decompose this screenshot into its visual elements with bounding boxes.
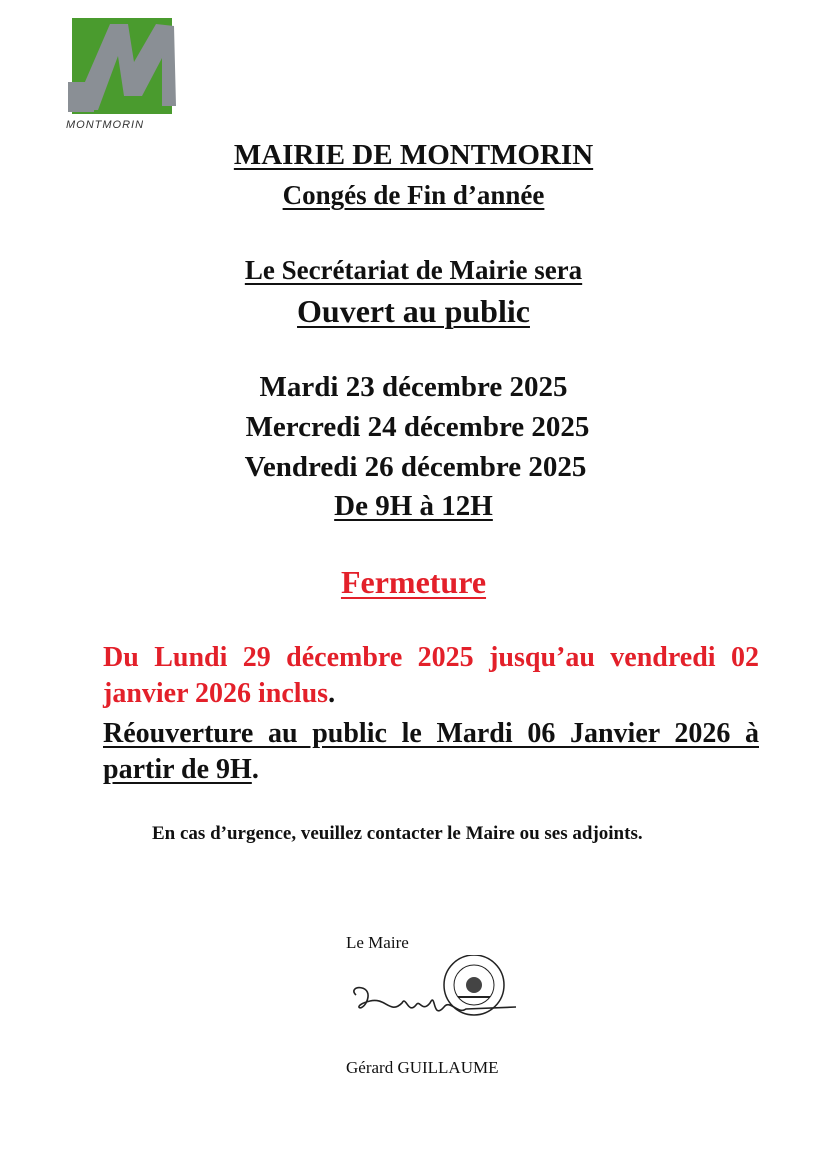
logo-grey-block [68, 82, 94, 112]
opening-intro: Le Secrétariat de Mairie sera [244, 255, 583, 285]
opening-date-2: Mercredi 24 décembre 2025 [245, 411, 590, 443]
montmorin-logo [64, 14, 184, 134]
closure-period: Du Lundi 29 décembre 2025 jusqu’au vendredi 02 janvier 2026 inclus. [103, 642, 759, 709]
opening-date-3: Vendredi 26 décembre 2025 [244, 451, 587, 483]
opening-date-1: Mardi 23 décembre 2025 [259, 371, 568, 403]
signature-role: Le Maire [346, 933, 409, 952]
logo-text: MONTMORIN [66, 119, 145, 131]
opening-hours: De 9H à 12H [334, 490, 493, 522]
handwritten-signature [354, 988, 516, 1011]
urgency-notice: En cas d’urgence, veuillez contacter le Maire ou ses adjoints. [152, 823, 643, 844]
signature-and-seal [346, 955, 526, 1055]
closure-heading: Fermeture [340, 564, 487, 600]
reopening-notice: Réouverture au public le Mardi 06 Janvier 2026 à partir de 9H. [103, 718, 759, 785]
page-subtitle: Congés de Fin d’année [282, 180, 545, 210]
opening-status: Ouvert au public [297, 293, 530, 329]
signatory-name: Gérard GUILLAUME [346, 1058, 499, 1077]
page-title: MAIRIE DE MONTMORIN [233, 139, 594, 171]
